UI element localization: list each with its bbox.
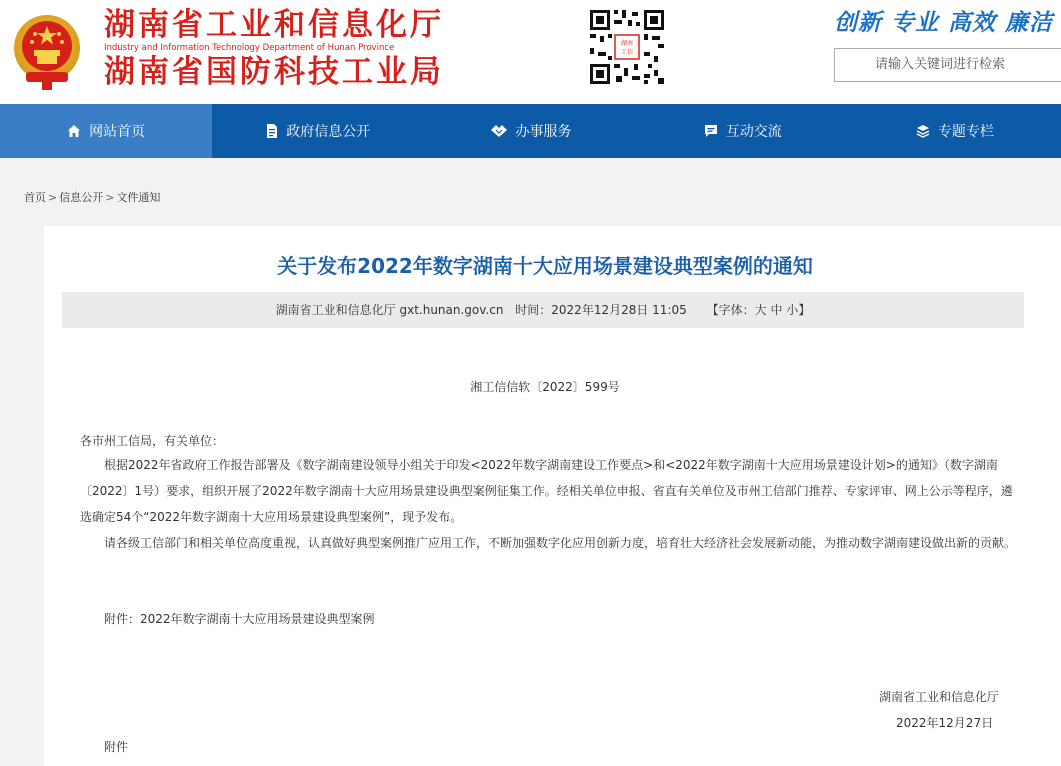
layers-icon <box>916 124 930 138</box>
breadcrumb-item-notices[interactable]: 文件通知 <box>116 191 161 204</box>
home-icon <box>67 124 81 138</box>
article-meta <box>62 292 1024 328</box>
article-panel <box>44 226 1061 766</box>
addressee: 各市州工信局，有关单位： <box>80 434 225 448</box>
font-size-medium-button[interactable]: 中 <box>770 303 783 317</box>
nav-label-topics: 专题专栏 <box>937 124 994 140</box>
document-icon <box>266 124 278 138</box>
body-paragraph: 请各级工信部门和相关单位高度重视，认真做好典型案例推广应用工作，不断加强数字化应用创新力度，培育壮大经济社会发展新动能，为推动数字湖南建设做出新的贡献。 <box>104 536 1017 550</box>
breadcrumb-separator: > <box>48 191 58 204</box>
slogan: 创新 专业 高效 廉洁 <box>834 10 1054 36</box>
nav-label-interaction: 互动交流 <box>725 124 782 140</box>
org-name-primary: 湖南省工业和信息化厅 <box>104 7 444 43</box>
main-nav <box>0 104 1061 158</box>
nav-label-services: 办事服务 <box>515 124 572 140</box>
meta-time: 时间：2022年12月28日 11:05 <box>515 303 687 317</box>
nav-item-topics[interactable] <box>849 104 1061 158</box>
chat-icon <box>704 124 718 138</box>
nav-item-home[interactable] <box>0 104 212 158</box>
font-size-suffix: 】 <box>798 303 811 317</box>
svg-text:湖南: 湖南 <box>620 40 634 47</box>
handshake-icon <box>490 124 508 138</box>
attachment-heading: 附件 <box>104 740 129 754</box>
nav-item-gov-info[interactable] <box>212 104 424 158</box>
breadcrumb-item-home[interactable]: 首页 <box>24 191 46 204</box>
search-input[interactable] <box>834 48 1061 82</box>
attachment-link[interactable]: 附件：2022年数字湖南十大应用场景建设典型案例 <box>104 612 375 626</box>
org-name-secondary: 湖南省国防科技工业局 <box>104 54 444 90</box>
signature-org: 湖南省工业和信息化厅 <box>879 690 1000 704</box>
document-number: 湘工信信软〔2022〕599号 <box>470 380 620 394</box>
breadcrumb <box>24 189 160 205</box>
article-title: 关于发布2022年数字湖南十大应用场景建设典型案例的通知 <box>277 254 813 278</box>
body-paragraph: 根据2022年省政府工作报告部署及《数字湖南建设领导小组关于印发<2022年数字湖南建设工作要点>和<2022年数字湖南十大应用场景建设计划>的通知》（数字湖南〔2022〕1号）要求，组织开展了2022年数字湖南十大应用场景建设典型案例征集工作。经相关单位申报、省直有关单位及市州工信部门推荐、专家评审、网上公示等程序，遴选确定54个“2022年数字湖南十大应用场景建设典型案例”，现予发布。 <box>80 458 1013 524</box>
nav-item-interaction[interactable] <box>637 104 849 158</box>
font-size-large-button[interactable]: 大 <box>754 303 767 317</box>
search-placeholder: 请输入关键词进行检索 <box>875 57 1006 72</box>
font-size-prefix: 【字体： <box>706 303 755 317</box>
svg-text:工信: 工信 <box>620 49 634 56</box>
nav-item-services[interactable] <box>424 104 636 158</box>
breadcrumb-item-info[interactable]: 信息公开 <box>59 191 104 204</box>
nav-label-home: 网站首页 <box>89 124 146 140</box>
org-name-english: Industry and Information Technology Department of Hunan Province <box>104 43 395 53</box>
breadcrumb-separator: > <box>105 191 115 204</box>
signature-date: 2022年12月27日 <box>896 716 994 730</box>
qr-code-icon <box>588 8 666 86</box>
font-size-small-button[interactable]: 小 <box>786 303 799 317</box>
site-header <box>0 0 1061 104</box>
national-emblem-icon <box>12 12 82 92</box>
nav-label-gov-info: 政府信息公开 <box>286 124 371 140</box>
meta-source: 湖南省工业和信息化厅 gxt.hunan.gov.cn <box>275 303 504 317</box>
